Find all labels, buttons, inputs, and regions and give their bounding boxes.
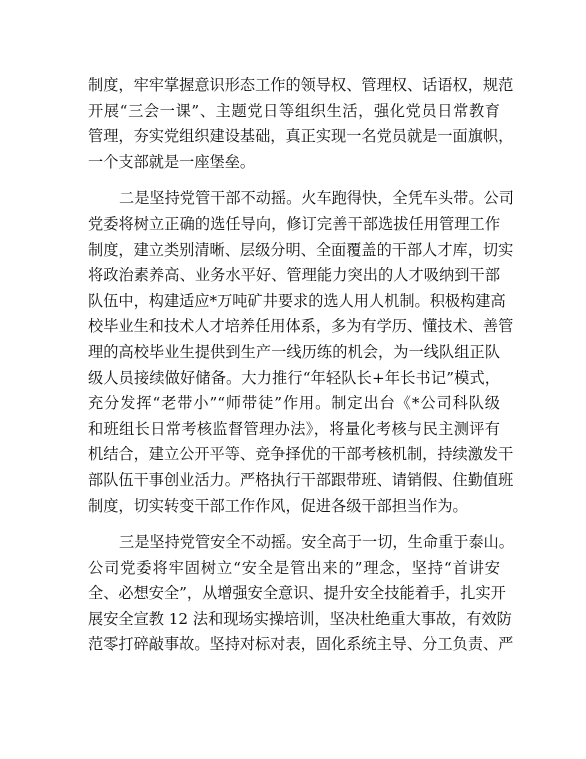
text-line: 队伍中，构建适应*万吨矿井要求的选人用人机制。积极构建高 xyxy=(88,291,506,310)
text-line: 管理，夯实党组织建设基础，真正实现一名党员就是一面旗帜， xyxy=(88,127,514,146)
text-line: 将政治素养高、业务水平好、管理能力突出的人才吸纳到干部 xyxy=(88,266,500,285)
text-line: 机结合，建立公开平等、竞争择优的干部考核机制，持续激发干 xyxy=(88,445,514,464)
text-line: 制度，切实转变干部工作作风，促进各级干部担当作为。 xyxy=(88,496,468,515)
text-line: 校毕业生和技术人才培养任用体系，多为有学历、懂技术、善管 xyxy=(88,317,514,336)
text-line: 一个支部就是一座堡垒。 xyxy=(88,152,256,171)
paragraph xyxy=(88,186,514,519)
text-line: 全、必想安全”，从增强安全意识、提升安全技能着手，扎实开 xyxy=(88,584,506,603)
text-line: 范零打碎敲事故。坚持对标对表，固化系统主导、分工负责、严 xyxy=(88,635,514,654)
text-line: 公司党委将牢固树立“安全是管出来的”理念，坚持“首讲安 xyxy=(88,558,500,577)
text-line: 展安全宣教 12 法和现场实操培训，坚决杜绝重大事故，有效防 xyxy=(88,609,512,628)
text-line: 级人员接续做好储备。大力推行“年轻队长+年长书记”模式， xyxy=(88,368,500,387)
text-line: 制度，建立类别清晰、层级分明、全面覆盖的干部人才库，切实 xyxy=(88,240,514,259)
text-line: 和班组长日常考核监督管理办法》，将量化考核与民主测评有 xyxy=(88,419,500,438)
text-line: 理的高校毕业生提供到生产一线历练的机会，为一线队组正队 xyxy=(88,342,500,361)
text-line: 部队伍干事创业活力。严格执行干部跟带班、请销假、住勤值班 xyxy=(88,470,514,489)
document-body xyxy=(88,73,514,658)
text-line: 二是坚持党管干部不动摇。火车跑得快，全凭车头带。公司 xyxy=(119,189,514,208)
text-line: 开展“三会一课”、主题党日等组织生活，强化党员日常教育 xyxy=(88,101,500,120)
paragraph xyxy=(88,530,514,658)
text-line: 党委将树立正确的选任导向，修订完善干部选拔任用管理工作 xyxy=(88,214,500,233)
text-line: 充分发挥“老带小”“师带徒”作用。制定出台《*公司科队级 xyxy=(88,394,500,413)
paragraph xyxy=(88,73,514,175)
text-line: 制度，牢牢掌握意识形态工作的领导权、管理权、话语权，规范 xyxy=(88,76,514,94)
text-line: 三是坚持党管安全不动摇。安全高于一切，生命重于泰山。 xyxy=(119,533,514,552)
